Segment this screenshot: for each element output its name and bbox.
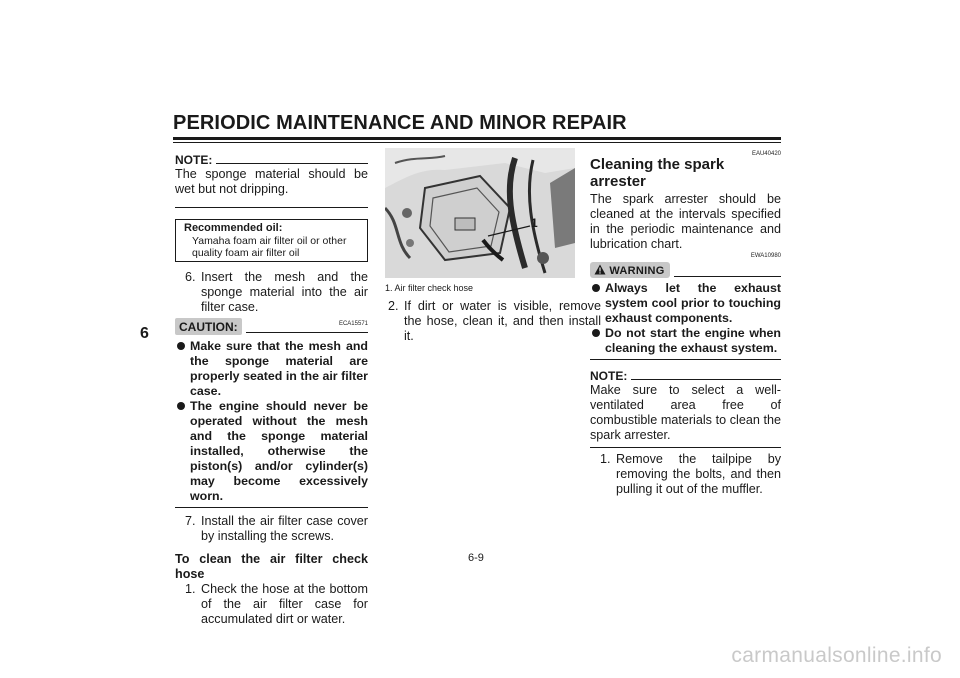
caution-bullet <box>175 399 368 504</box>
bullet-icon <box>592 284 600 292</box>
subheading: To clean the air filter check hose <box>175 552 368 581</box>
note-end-rule <box>590 447 781 448</box>
section-heading: Cleaning the spark arrester <box>590 156 725 190</box>
watermark: carmanualsonline.info <box>731 644 942 667</box>
note-text: The sponge material should be wet but not dripping. <box>175 167 368 196</box>
header-rule-thin <box>173 142 781 143</box>
caution-rule <box>246 332 368 333</box>
warning-code: EWA10980 <box>750 253 781 259</box>
step-1 <box>175 582 368 627</box>
step-number: 1. <box>185 582 196 596</box>
step-number: 7. <box>185 514 196 528</box>
oil-text: Yamaha foam air filter oil or other quality foam air filter oil <box>192 235 347 259</box>
page-title: PERIODIC MAINTENANCE AND MINOR REPAIR <box>173 112 627 134</box>
caution-badge: CAUTION: <box>175 318 242 335</box>
bullet-text: The engine should never be operated without the mesh and the sponge material installed, otherwise the piston(s) and/or cylinder(s) may become excessively worn. <box>190 399 368 503</box>
warning-label: WARNING <box>609 265 665 277</box>
step-text: Install the air filter case cover by installing the screws. <box>201 514 368 543</box>
step-7 <box>175 514 368 544</box>
caution-bullet <box>175 339 368 399</box>
step-text: Insert the mesh and the sponge material into the air filter case. <box>201 270 368 314</box>
note-rule <box>631 379 781 380</box>
oil-title: Recommended oil: <box>184 222 283 234</box>
step-text: If dirt or water is visible, remove the hose, clean it, and then install it. <box>404 299 601 343</box>
step-text: Check the hose at the bottom of the air filter case for accumulated dirt or water. <box>201 582 368 626</box>
step-1 <box>590 452 781 497</box>
caution-code: ECA15571 <box>338 321 368 327</box>
bullet-text: Make sure that the mesh and the sponge material are properly seated in the air filter case. <box>190 339 368 398</box>
note-label: NOTE: <box>590 369 628 383</box>
warning-bullet <box>590 326 781 356</box>
bullet-text: Always let the exhaust system cool prior to touching exhaust components. <box>605 281 781 325</box>
step-text: Remove the tailpipe by removing the bolts, and then pulling it out of the muffler. <box>616 452 781 496</box>
warning-end-rule <box>590 359 781 360</box>
figure-caption: 1. Air filter check hose <box>385 283 474 293</box>
intro-text: The spark arrester should be cleaned at the intervals specified in the periodic maintenance and lubrication chart. <box>590 192 781 251</box>
section-code: EAU40420 <box>751 151 781 157</box>
note-label: NOTE: <box>175 153 213 167</box>
bullet-icon <box>177 402 185 410</box>
step-number: 2. <box>388 299 399 313</box>
warning-rule <box>674 276 781 277</box>
chapter-tab: 6 <box>140 325 149 342</box>
bullet-icon <box>177 342 185 350</box>
engine-illustration <box>385 148 575 278</box>
warning-bullet <box>590 281 781 326</box>
step-number: 1. <box>600 452 611 466</box>
note-text: Make sure to select a well-ventilated area free of combustible materials to clean the spark arrester. <box>590 383 781 442</box>
left-column <box>175 153 368 627</box>
step-number: 6. <box>185 270 196 284</box>
figure-callout: 1 <box>531 216 538 230</box>
recommended-oil-box <box>175 219 368 262</box>
step-2 <box>378 299 601 344</box>
warning-badge <box>590 262 670 278</box>
air-filter-check-hose-photo <box>385 148 575 278</box>
note-rule <box>216 163 368 164</box>
header-rule <box>173 137 781 140</box>
warning-triangle-icon <box>594 264 606 275</box>
bullet-icon <box>592 329 600 337</box>
right-column <box>590 151 781 497</box>
caution-end-rule <box>175 507 368 508</box>
page-number: 6-9 <box>468 552 484 564</box>
step-6 <box>175 270 368 315</box>
bullet-text: Do not start the engine when cleaning the exhaust system. <box>605 326 781 355</box>
note-end-rule <box>175 207 368 208</box>
